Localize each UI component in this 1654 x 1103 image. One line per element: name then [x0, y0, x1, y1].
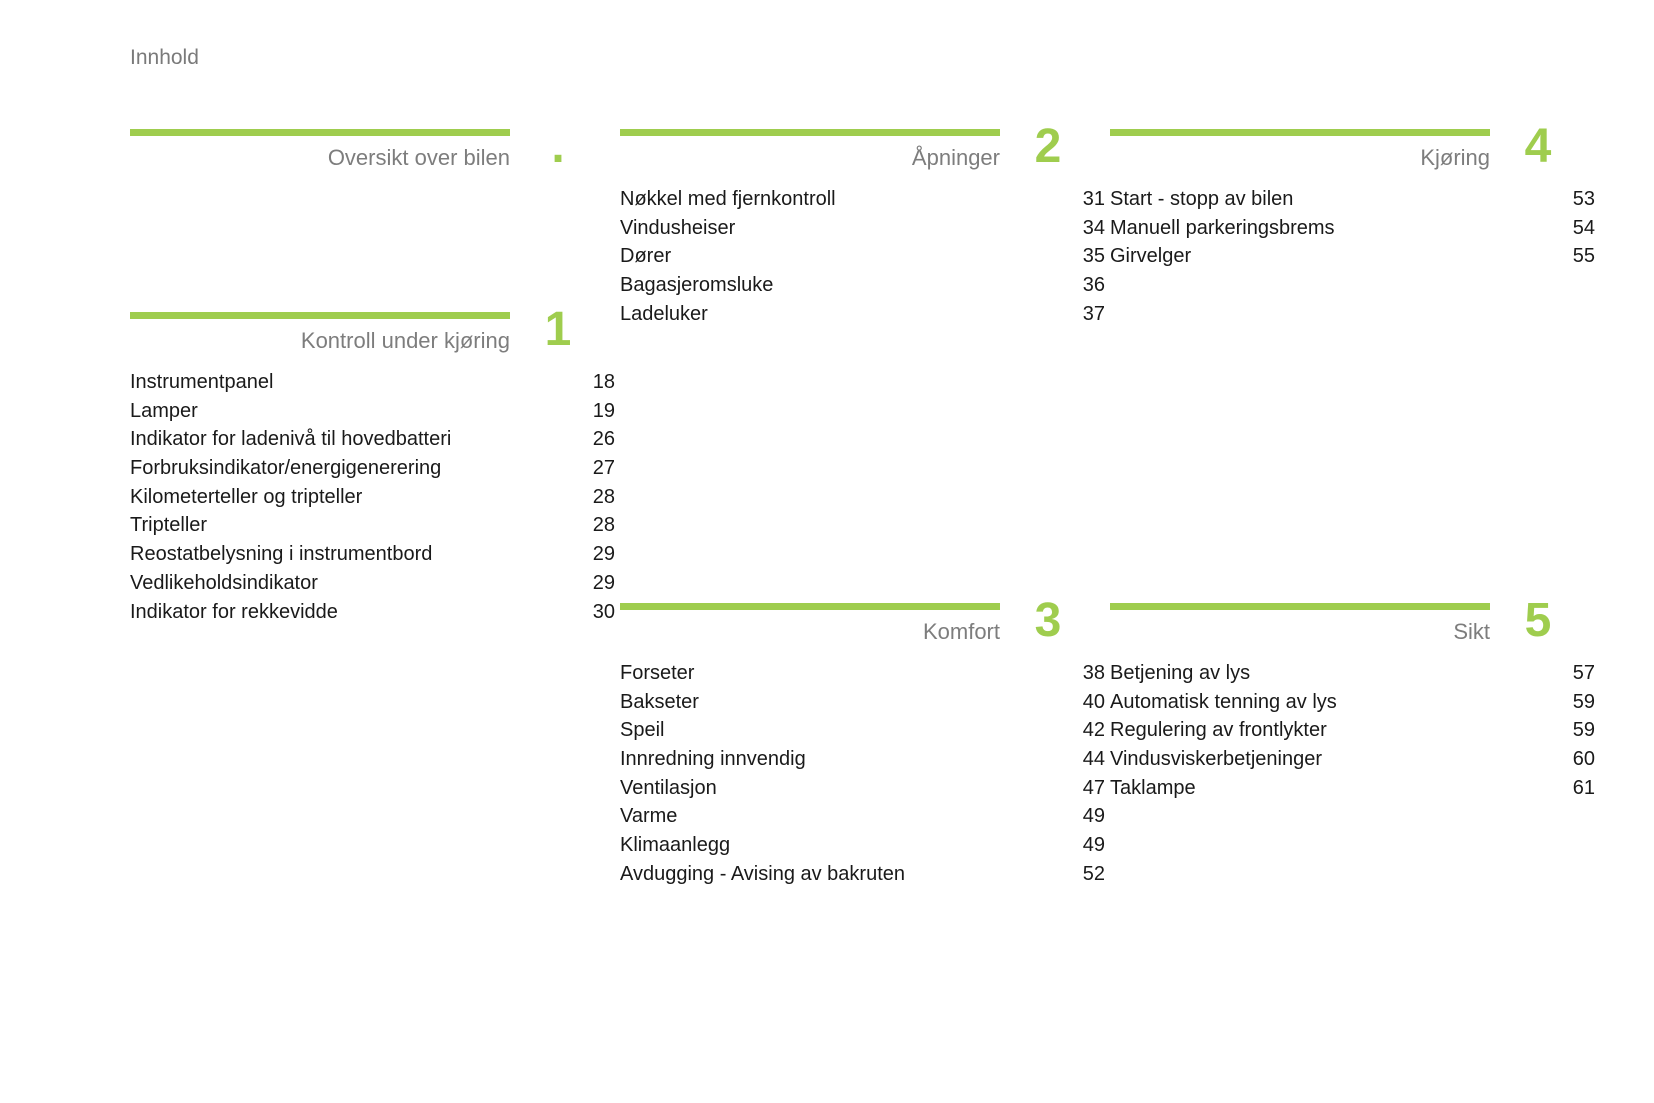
toc-entry[interactable]: [620, 745, 1140, 774]
section-header: [620, 120, 1140, 177]
section-number: .: [551, 120, 565, 173]
toc-entry-label[interactable]: Ladeluker: [620, 302, 708, 325]
section-accent-bar: [1110, 603, 1490, 610]
toc-entry-label[interactable]: Start - stopp av bilen: [1110, 188, 1294, 210]
section-title[interactable]: Oversikt over bilen: [327, 145, 510, 170]
toc-entry-label[interactable]: Indikator for ladenivå til hovedbatteri: [130, 428, 452, 451]
toc-entry-page-number[interactable]: 19: [592, 399, 615, 422]
toc-entry-label[interactable]: Reostatbelysning i instrumentbord: [130, 543, 433, 566]
toc-entry-page-number[interactable]: 28: [592, 485, 615, 508]
toc-entry[interactable]: [620, 831, 1140, 860]
toc-entry[interactable]: [620, 716, 1140, 745]
toc-entry-page-number[interactable]: 57: [1572, 662, 1595, 684]
section-title[interactable]: Kjøring: [1420, 145, 1490, 170]
toc-entry[interactable]: [1110, 185, 1630, 214]
toc-entry[interactable]: [1110, 214, 1630, 243]
toc-entry[interactable]: [1110, 774, 1630, 803]
toc-list: [620, 659, 1140, 889]
toc-entry-label[interactable]: Dører: [620, 245, 672, 268]
toc-entry-label[interactable]: Vindusviskerbetjeninger: [1110, 748, 1322, 771]
section-header: [1110, 120, 1630, 177]
toc-entry-label[interactable]: Bagasjeromsluke: [620, 274, 774, 297]
toc-entry[interactable]: [130, 425, 650, 454]
toc-list: [620, 185, 1140, 328]
toc-entry-page-number[interactable]: 18: [592, 371, 615, 393]
toc-entry[interactable]: [1110, 659, 1630, 688]
toc-entry-page-number[interactable]: 27: [592, 457, 615, 480]
toc-entry-label[interactable]: Lamper: [130, 399, 198, 422]
toc-entry-label[interactable]: Ventilasjon: [620, 776, 717, 799]
toc-entry-label[interactable]: Nøkkel med fjernkontroll: [620, 188, 836, 210]
toc-list: [1110, 185, 1630, 271]
section-accent-bar: [130, 312, 510, 319]
toc-entry-label[interactable]: Forbruksindikator/energigenerering: [130, 457, 442, 480]
toc-entry-label[interactable]: Avdugging - Avising av bakruten: [620, 862, 906, 885]
toc-entry[interactable]: [130, 511, 650, 540]
toc-entry[interactable]: [620, 185, 1140, 214]
toc-entry[interactable]: [1110, 745, 1630, 774]
toc-entry-page-number[interactable]: 59: [1572, 719, 1595, 742]
toc-entry[interactable]: [620, 774, 1140, 803]
section-4: [1110, 120, 1630, 271]
toc-entry-label[interactable]: Bakseter: [620, 690, 699, 713]
toc-entry-page-number[interactable]: 29: [592, 571, 615, 594]
section-header: [130, 120, 650, 177]
toc-entry-page-number[interactable]: 26: [592, 428, 615, 451]
section-overview: [130, 120, 650, 177]
section-title[interactable]: Sikt: [1453, 619, 1490, 644]
toc-entry-label[interactable]: Taklampe: [1110, 776, 1196, 799]
toc-entry[interactable]: [620, 242, 1140, 271]
toc-entry-page-number[interactable]: 47: [1082, 776, 1105, 799]
toc-entry-page-number[interactable]: 61: [1572, 776, 1595, 799]
toc-entry-page-number[interactable]: 54: [1572, 216, 1595, 239]
toc-entry-label[interactable]: Manuell parkeringsbrems: [1110, 216, 1335, 239]
toc-entry-page-number[interactable]: 38: [1082, 662, 1105, 684]
section-header: [1110, 594, 1630, 651]
toc-entry-label[interactable]: Regulering av frontlykter: [1110, 719, 1327, 742]
toc-entry[interactable]: [130, 598, 650, 627]
toc-entry[interactable]: [1110, 716, 1630, 745]
toc-entry-label[interactable]: Instrumentpanel: [130, 371, 274, 393]
toc-entry-page-number[interactable]: 30: [592, 600, 615, 623]
toc-entry-page-number[interactable]: 52: [1082, 862, 1105, 885]
section-title[interactable]: Komfort: [922, 619, 1000, 644]
toc-entry-page-number[interactable]: 35: [1082, 245, 1105, 268]
page-heading: Innhold: [130, 46, 199, 69]
toc-entry-label[interactable]: Vedlikeholdsindikator: [130, 571, 318, 594]
toc-entry-page-number[interactable]: 53: [1572, 188, 1595, 210]
toc-entry-page-number[interactable]: 49: [1082, 834, 1105, 857]
toc-entry[interactable]: [620, 271, 1140, 300]
toc-entry-label[interactable]: Automatisk tenning av lys: [1110, 690, 1337, 713]
toc-entry-label[interactable]: Vindusheiser: [620, 216, 736, 239]
section-accent-bar: [130, 129, 510, 136]
toc-entry[interactable]: [620, 688, 1140, 717]
toc-entry[interactable]: [130, 368, 650, 397]
toc-entry-label[interactable]: Betjening av lys: [1110, 662, 1251, 684]
toc-entry-page-number[interactable]: 31: [1082, 188, 1105, 210]
toc-list: [1110, 659, 1630, 802]
toc-entry-page-number[interactable]: 37: [1082, 302, 1105, 325]
section-number: 5: [1524, 594, 1552, 647]
toc-entry[interactable]: [620, 659, 1140, 688]
section-3: [620, 594, 1140, 889]
toc-entry-label[interactable]: Indikator for rekkevidde: [130, 600, 338, 623]
toc-entry-page-number[interactable]: 44: [1082, 748, 1105, 771]
toc-entry-page-number[interactable]: 40: [1082, 690, 1105, 713]
toc-entry[interactable]: [130, 483, 650, 512]
section-number: 4: [1524, 120, 1552, 173]
toc-entry[interactable]: [620, 860, 1140, 889]
toc-entry[interactable]: [130, 569, 650, 598]
toc-entry-label[interactable]: Speil: [620, 719, 665, 742]
section-accent-bar: [1110, 129, 1490, 136]
section-accent-bar: [620, 603, 1000, 610]
toc-entry-label[interactable]: Innredning innvendig: [620, 748, 806, 771]
toc-entry-page-number[interactable]: 34: [1082, 216, 1105, 239]
toc-entry-label[interactable]: Kilometerteller og tripteller: [130, 485, 363, 508]
section-accent-bar: [620, 129, 1000, 136]
toc-entry-label[interactable]: Girvelger: [1110, 245, 1192, 268]
toc-entry-page-number[interactable]: 29: [592, 543, 615, 566]
toc-entry-page-number[interactable]: 59: [1572, 690, 1595, 713]
toc-entry[interactable]: [130, 454, 650, 483]
section-title[interactable]: Kontroll under kjøring: [300, 328, 510, 353]
toc-entry-page-number[interactable]: 60: [1572, 748, 1595, 771]
toc-entry-label[interactable]: Forseter: [620, 662, 695, 684]
toc-entry[interactable]: [1110, 688, 1630, 717]
section-2: [620, 120, 1140, 328]
toc-entry[interactable]: [130, 540, 650, 569]
toc-list: [130, 368, 650, 626]
section-header: [130, 303, 650, 360]
toc-entry[interactable]: [620, 300, 1140, 329]
toc-entry[interactable]: [620, 802, 1140, 831]
section-number: 2: [1034, 120, 1062, 173]
toc-entry[interactable]: [130, 397, 650, 426]
section-1: [130, 303, 650, 626]
toc-entry-label[interactable]: Klimaanlegg: [620, 834, 731, 857]
toc-entry-label[interactable]: Tripteller: [130, 514, 208, 537]
toc-entry[interactable]: [1110, 242, 1630, 271]
toc-entry-page-number[interactable]: 49: [1082, 805, 1105, 828]
section-number: 3: [1034, 594, 1062, 647]
toc-entry-page-number[interactable]: 55: [1572, 245, 1595, 268]
section-header: [620, 594, 1140, 651]
toc-entry-page-number[interactable]: 36: [1082, 274, 1105, 297]
toc-entry-page-number[interactable]: 28: [592, 514, 615, 537]
section-title[interactable]: Åpninger: [911, 145, 1000, 170]
section-5: [1110, 594, 1630, 802]
toc-entry-page-number[interactable]: 42: [1082, 719, 1105, 742]
toc-entry[interactable]: [620, 214, 1140, 243]
section-number: 1: [544, 303, 572, 356]
toc-entry-label[interactable]: Varme: [620, 805, 678, 828]
